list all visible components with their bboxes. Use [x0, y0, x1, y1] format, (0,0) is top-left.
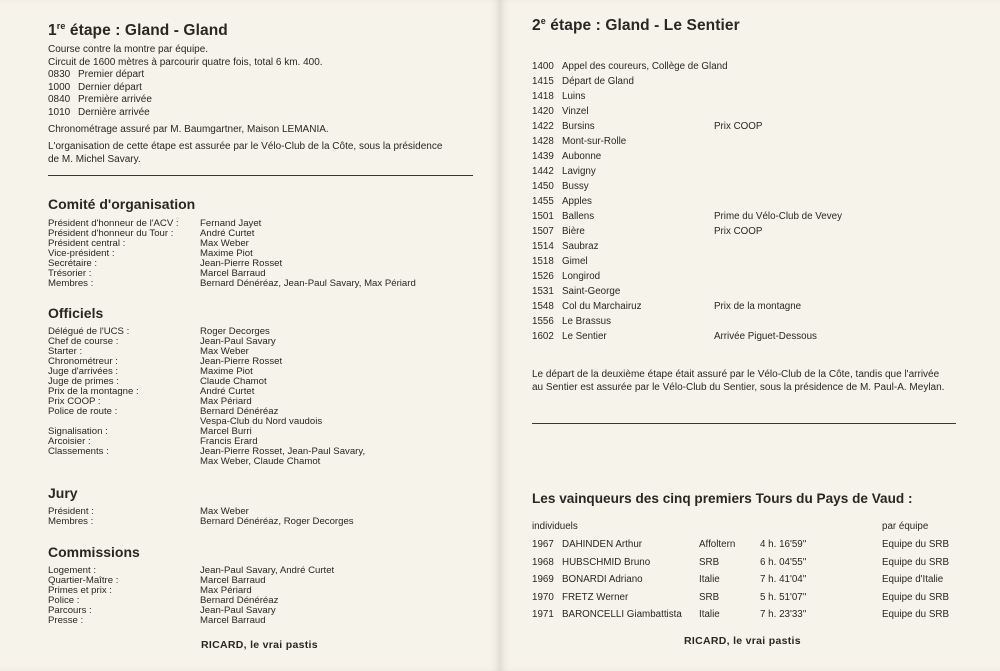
role-name: Jean-Pierre Rosset	[200, 356, 283, 367]
role-name: André Curtet	[200, 228, 255, 239]
stage2-place: Gimel	[562, 256, 588, 267]
role-name: Marcel Barraud	[200, 268, 266, 279]
commissions-title: Commissions	[48, 544, 140, 560]
role-name: Vespa-Club du Nord vaudois	[200, 416, 323, 427]
stage2-place: Le Sentier	[562, 331, 607, 342]
stage2-place: Aubonne	[562, 151, 602, 162]
stage2-place: Saint-George	[562, 286, 621, 297]
stage1-title: 1re étape : Gland - Gland	[48, 21, 228, 39]
stage1-org-line: de M. Michel Savary.	[48, 153, 141, 165]
role-label: Président :	[48, 506, 94, 517]
stage2-time: 1415	[532, 76, 554, 87]
stage2-time: 1450	[532, 181, 554, 192]
role-name: Bernard Dénéréaz	[200, 406, 279, 417]
winner-team: Equipe du SRB	[882, 609, 949, 620]
role-label: Président d'honneur du Tour :	[48, 228, 174, 239]
jury-title: Jury	[48, 485, 78, 501]
role-label: Parcours :	[48, 605, 92, 616]
winner-team: Equipe du SRB	[882, 591, 949, 603]
schedule-row	[48, 94, 152, 107]
role-name: Claude Chamot	[200, 376, 267, 387]
role-row	[48, 517, 354, 527]
right-page	[500, 0, 1000, 671]
stage2-time: 1514	[532, 241, 554, 252]
schedule-row	[48, 69, 152, 82]
stage2-note: Prime du Vélo-Club de Vevey	[714, 211, 842, 222]
schedule-row	[48, 107, 152, 120]
role-name: Marcel Barraud	[200, 615, 266, 626]
role-name: Roger Decorges	[200, 326, 270, 337]
stage2-time: 1428	[532, 136, 554, 147]
commissions-list	[48, 566, 334, 626]
stage2-place: Départ de Gland	[562, 76, 634, 87]
role-label: Président central :	[48, 238, 126, 249]
role-name: André Curtet	[200, 386, 255, 397]
stage2-note: Prix de la montagne	[714, 301, 802, 312]
ricard-ad: RICARD, le vrai pastis	[684, 635, 801, 647]
divider	[532, 423, 956, 424]
schedule-row	[48, 82, 152, 95]
role-row	[48, 606, 334, 616]
schedule-time: 0830	[48, 69, 71, 80]
officiels-title: Officiels	[48, 305, 104, 321]
role-name: Jean-Paul Savary	[200, 605, 276, 616]
stage2-place: Col du Marchairuz	[562, 301, 642, 312]
winner-time: 7 h. 23'33''	[760, 609, 807, 620]
role-label: Quartier-Maître :	[48, 575, 119, 586]
role-label: Signalisation :	[48, 426, 108, 437]
stage2-place: Appel des coureurs, Collège de Gland	[562, 61, 728, 72]
role-label	[48, 457, 200, 467]
stage2-time: 1439	[532, 151, 554, 162]
winner-year: 1969	[532, 574, 554, 585]
winner-team: Equipe d'Italie	[882, 574, 944, 585]
stage2-note: Prix COOP	[714, 226, 763, 237]
winner-time: 4 h. 16'59''	[760, 539, 807, 550]
role-name: Bernard Dénéréaz, Roger Decorges	[200, 516, 354, 527]
stage1-org-line: L'organisation de cette étape est assurée par le Vélo-Club de la Côte, sous la présidence	[48, 141, 443, 152]
stage2-time: 1507	[532, 226, 554, 237]
stage2-place: Vinzel	[562, 106, 589, 117]
role-label: Membres :	[48, 278, 94, 289]
role-label: Juge d'arrivées :	[48, 366, 119, 377]
stage1-desc-line: Circuit de 1600 mètres à parcourir quatre fois, total 6 km. 400.	[48, 56, 323, 68]
role-label: Starter :	[48, 346, 83, 357]
stage2-place: Bursins	[562, 121, 595, 132]
stage2-place: Bussy	[562, 181, 589, 192]
winner-team: Equipe du SRB	[882, 539, 949, 550]
role-label: Presse :	[48, 615, 84, 626]
role-name: Fernand Jayet	[200, 218, 262, 229]
stage2-time: 1531	[532, 286, 554, 297]
schedule-time: 1010	[48, 106, 71, 118]
stage2-note: Arrivée Piguet-Dessous	[714, 331, 817, 342]
stage2-place: Lavigny	[562, 166, 596, 177]
stage2-time: 1442	[532, 166, 554, 177]
role-name: Bernard Dénéréaz, Jean-Paul Savary, Max Périard	[200, 278, 416, 289]
stage2-place: Ballens	[562, 211, 595, 222]
winner-year: 1968	[532, 556, 554, 568]
role-label: Président d'honneur de l'ACV :	[48, 218, 179, 229]
role-name: Jean-Paul Savary, André Curtet	[200, 565, 335, 576]
role-name: Marcel Burri	[200, 426, 252, 437]
schedule-label: Dernière arrivée	[78, 106, 150, 118]
stage2-time: 1420	[532, 106, 554, 117]
winner-club: SRB	[699, 591, 720, 603]
winner-year: 1967	[532, 539, 554, 550]
role-label: Membres :	[48, 516, 94, 527]
stage2-time: 1501	[532, 211, 554, 222]
winner-club: Italie	[699, 609, 720, 620]
role-label: Secrétaire :	[48, 258, 98, 269]
role-label: Délégué de l'UCS :	[48, 326, 130, 337]
role-name: Jean-Paul Savary	[200, 336, 276, 347]
stage2-note-line: Le départ de la deuxième étape était assuré par le Vélo-Club de la Côte, tandis que l'arrivée	[532, 369, 940, 380]
role-name: Marcel Barraud	[200, 575, 266, 586]
winner-rider: BONARDI Adriano	[562, 574, 643, 585]
comite-list	[48, 219, 416, 289]
winner-rider: HUBSCHMID Bruno	[562, 556, 651, 568]
role-name: Max Weber	[200, 346, 249, 357]
schedule-label: Première arrivée	[78, 94, 152, 106]
jury-list	[48, 507, 354, 527]
role-label: Prix COOP :	[48, 396, 101, 407]
schedule-label: Premier départ	[78, 69, 145, 80]
stage2-time: 1400	[532, 61, 554, 72]
winner-year: 1970	[532, 591, 554, 603]
role-name: Max Périard	[200, 396, 252, 407]
winner-club: Affoltern	[699, 539, 736, 550]
role-name: Max Périard	[200, 585, 252, 596]
role-row	[48, 457, 365, 467]
winner-rider: FRETZ Werner	[562, 591, 629, 603]
role-name: Max Weber	[200, 506, 249, 517]
winner-time: 6 h. 04'55''	[760, 556, 807, 568]
stage2-time: 1556	[532, 316, 554, 327]
stage2-place: Apples	[562, 196, 592, 207]
stage2-time: 1418	[532, 91, 554, 102]
role-row	[48, 616, 334, 626]
stage2-place: Longirod	[562, 271, 601, 282]
stage2-time: 1422	[532, 121, 554, 132]
winner-club: Italie	[699, 574, 720, 585]
stage1-description	[48, 44, 323, 69]
role-row	[48, 279, 416, 289]
winner-time: 5 h. 51'07''	[760, 591, 807, 603]
winner-team: Equipe du SRB	[882, 556, 949, 568]
winner-rider: BARONCELLI Giambattista	[562, 609, 682, 620]
schedule-time: 0840	[48, 94, 71, 106]
winners-col-team: par équipe	[882, 521, 929, 532]
stage2-note	[532, 369, 944, 394]
divider	[48, 175, 473, 176]
role-label: Juge de primes :	[48, 376, 119, 387]
role-label: Police de route :	[48, 406, 118, 417]
ricard-ad: RICARD, le vrai pastis	[201, 639, 318, 651]
stage1-organisation	[48, 141, 442, 166]
role-label: Classements :	[48, 446, 109, 457]
stage2-time: 1548	[532, 301, 554, 312]
schedule-label: Dernier départ	[78, 81, 142, 93]
winners-title: Les vainqueurs des cinq premiers Tours du Pays de Vaud :	[532, 491, 913, 506]
schedule-time: 1000	[48, 81, 71, 93]
role-name: Francis Erard	[200, 436, 258, 447]
stage2-title: 2e étape : Gland - Le Sentier	[532, 16, 740, 34]
role-row	[48, 586, 334, 596]
role-label: Chef de course :	[48, 336, 119, 347]
role-name: Jean-Pierre Rosset	[200, 258, 283, 269]
role-name: Bernard Dénéréaz	[200, 595, 279, 606]
stage2-place: Bière	[562, 226, 585, 237]
stage2-note: Prix COOP	[714, 121, 763, 132]
comite-title: Comité d'organisation	[48, 196, 196, 212]
stage2-time: 1602	[532, 331, 554, 342]
stage1-timing: Chronométrage assuré par M. Baumgartner, Maison LEMANIA.	[48, 124, 329, 135]
winner-club: SRB	[699, 556, 720, 568]
stage2-time: 1518	[532, 256, 554, 267]
stage1-desc-line: Course contre la montre par équipe.	[48, 44, 209, 55]
role-name: Max Weber	[200, 238, 249, 249]
role-name: Max Weber, Claude Chamot	[200, 456, 321, 467]
role-label: Prix de la montagne :	[48, 386, 139, 397]
role-label: Chronométreur :	[48, 356, 118, 367]
stage2-place: Mont-sur-Rolle	[562, 136, 627, 147]
stage2-place: Saubraz	[562, 241, 599, 252]
officiels-list	[48, 327, 365, 467]
role-name: Jean-Pierre Rosset, Jean-Paul Savary,	[200, 446, 366, 457]
winners-col-individual: individuels	[532, 521, 578, 532]
role-label: Trésorier :	[48, 268, 92, 279]
stage2-place: Le Brassus	[562, 316, 612, 327]
winner-year: 1971	[532, 609, 554, 620]
stage1-schedule	[48, 69, 152, 119]
stage2-time: 1455	[532, 196, 554, 207]
winner-time: 7 h. 41'04''	[760, 574, 807, 585]
stage2-place: Luins	[562, 91, 586, 102]
stage2-note-line: au Sentier est assurée par le Vélo-Club du Sentier, sous la présidence de M. Paul-A. Meylan.	[532, 381, 945, 393]
role-label: Arcoisier :	[48, 436, 91, 447]
role-label: Police :	[48, 595, 80, 606]
role-label: Primes et prix :	[48, 585, 112, 596]
role-name: Maxime Piot	[200, 366, 253, 377]
role-name: Maxime Piot	[200, 248, 253, 259]
role-label: Vice-président :	[48, 248, 115, 259]
winner-rider: DAHINDEN Arthur	[562, 539, 643, 550]
role-label: Logement :	[48, 565, 97, 576]
stage2-time: 1526	[532, 271, 554, 282]
